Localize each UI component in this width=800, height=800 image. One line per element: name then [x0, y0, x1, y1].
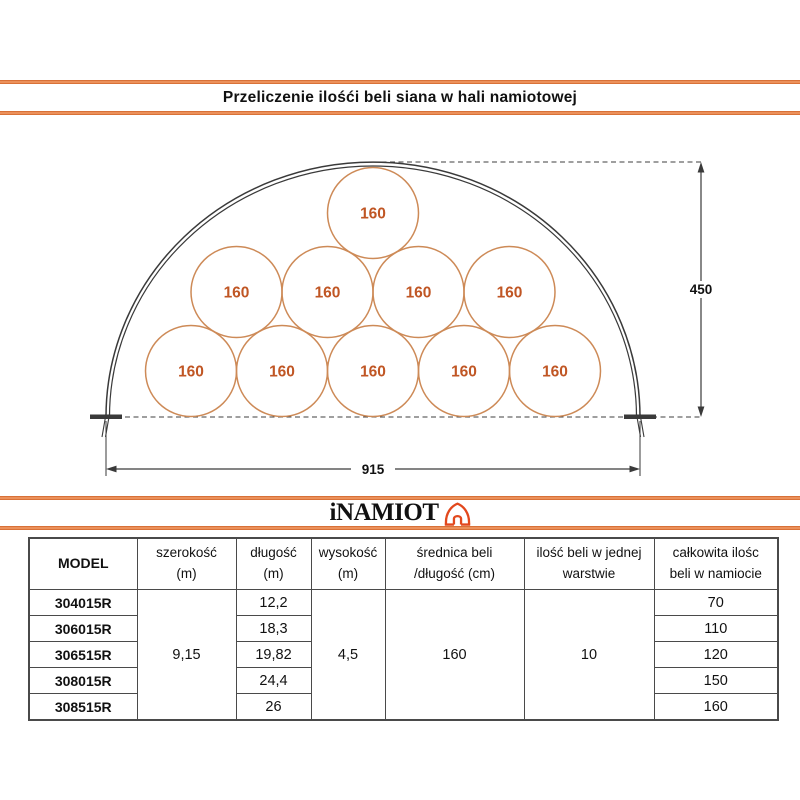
- col-header-model: [29, 538, 137, 590]
- header-line: MODEL: [57, 555, 109, 572]
- header-line: beli w namiocie: [669, 566, 762, 581]
- header-line: szerokość: [156, 545, 217, 561]
- bale-label: 160: [314, 284, 341, 302]
- model-cell: 308515R: [29, 694, 137, 721]
- header-line: długość: [250, 545, 297, 561]
- col-header-szerokosc: [137, 538, 236, 590]
- dlugosc-cell: 24,4: [236, 668, 311, 694]
- header-line: średnica beli: [416, 545, 493, 561]
- calkowita-cell: 150: [654, 668, 778, 694]
- arrow-right-icon: [630, 466, 641, 473]
- calkowita-cell: 120: [654, 642, 778, 668]
- calkowita-cell: 110: [654, 616, 778, 642]
- logo-band-bottom-rule: [0, 526, 800, 530]
- spec-table: [28, 537, 779, 721]
- model-cell: 306515R: [29, 642, 137, 668]
- bale-label: 160: [496, 284, 523, 302]
- width-dimension: [106, 421, 640, 478]
- col-header-srednica: [385, 538, 524, 590]
- foot-pad-right: [624, 415, 656, 420]
- col-header-calkowita: [654, 538, 778, 590]
- calkowita-cell: 70: [654, 590, 778, 616]
- header-line: (m): [263, 566, 284, 581]
- col-header-ilosc-warstwa: [524, 538, 654, 590]
- dlugosc-cell: 26: [236, 694, 311, 721]
- width-dimension-label: 915: [361, 462, 385, 477]
- szerokosc-merged-cell: 9,15: [137, 590, 236, 721]
- logo-text: iNAMIOT: [329, 498, 439, 526]
- bale-label: 160: [405, 284, 432, 302]
- bale-label: 160: [451, 363, 477, 381]
- height-dimension-label: 450: [689, 282, 713, 297]
- arrow-up-icon: [698, 162, 705, 173]
- height-dimension: [683, 162, 719, 417]
- srednica-merged-cell: 160: [385, 590, 524, 721]
- bale-label: 160: [360, 363, 386, 381]
- model-cell: 308015R: [29, 668, 137, 694]
- dlugosc-cell: 19,82: [236, 642, 311, 668]
- header-line: całkowita ilośc: [672, 545, 759, 561]
- col-header-wysokosc: [311, 538, 385, 590]
- ilosc-warstwa-merged-cell: 10: [524, 590, 654, 721]
- arrow-down-icon: [698, 407, 705, 418]
- header-line: (m): [176, 566, 197, 581]
- header-line: /długość (cm): [413, 566, 496, 581]
- dlugosc-cell: 12,2: [236, 590, 311, 616]
- header-line: wysokość: [318, 545, 378, 561]
- bale-label: 160: [269, 363, 295, 381]
- bale-label: 160: [223, 284, 250, 302]
- col-header-dlugosc: [236, 538, 311, 590]
- foot-pad-left: [90, 415, 122, 420]
- tent-icon: [444, 501, 471, 526]
- bale-label: 160: [542, 363, 568, 381]
- arrow-left-icon: [106, 466, 117, 473]
- model-cell: 306015R: [29, 616, 137, 642]
- bale-label: 160: [360, 205, 386, 223]
- calkowita-cell: 160: [654, 694, 778, 721]
- model-cell: 304015R: [29, 590, 137, 616]
- header-line: warstwie: [562, 566, 616, 581]
- header-line: ilość beli w jednej: [536, 545, 642, 561]
- table-row: [29, 590, 778, 616]
- header-line: (m): [337, 566, 359, 581]
- dlugosc-cell: 18,3: [236, 616, 311, 642]
- table-header-row: [29, 538, 778, 590]
- page-title: Przeliczenie ilośći beli siana w hali namiotowej: [222, 88, 578, 106]
- bale-label: 160: [178, 363, 204, 381]
- wysokosc-merged-cell: 4,5: [311, 590, 385, 721]
- logo-band: [0, 496, 800, 530]
